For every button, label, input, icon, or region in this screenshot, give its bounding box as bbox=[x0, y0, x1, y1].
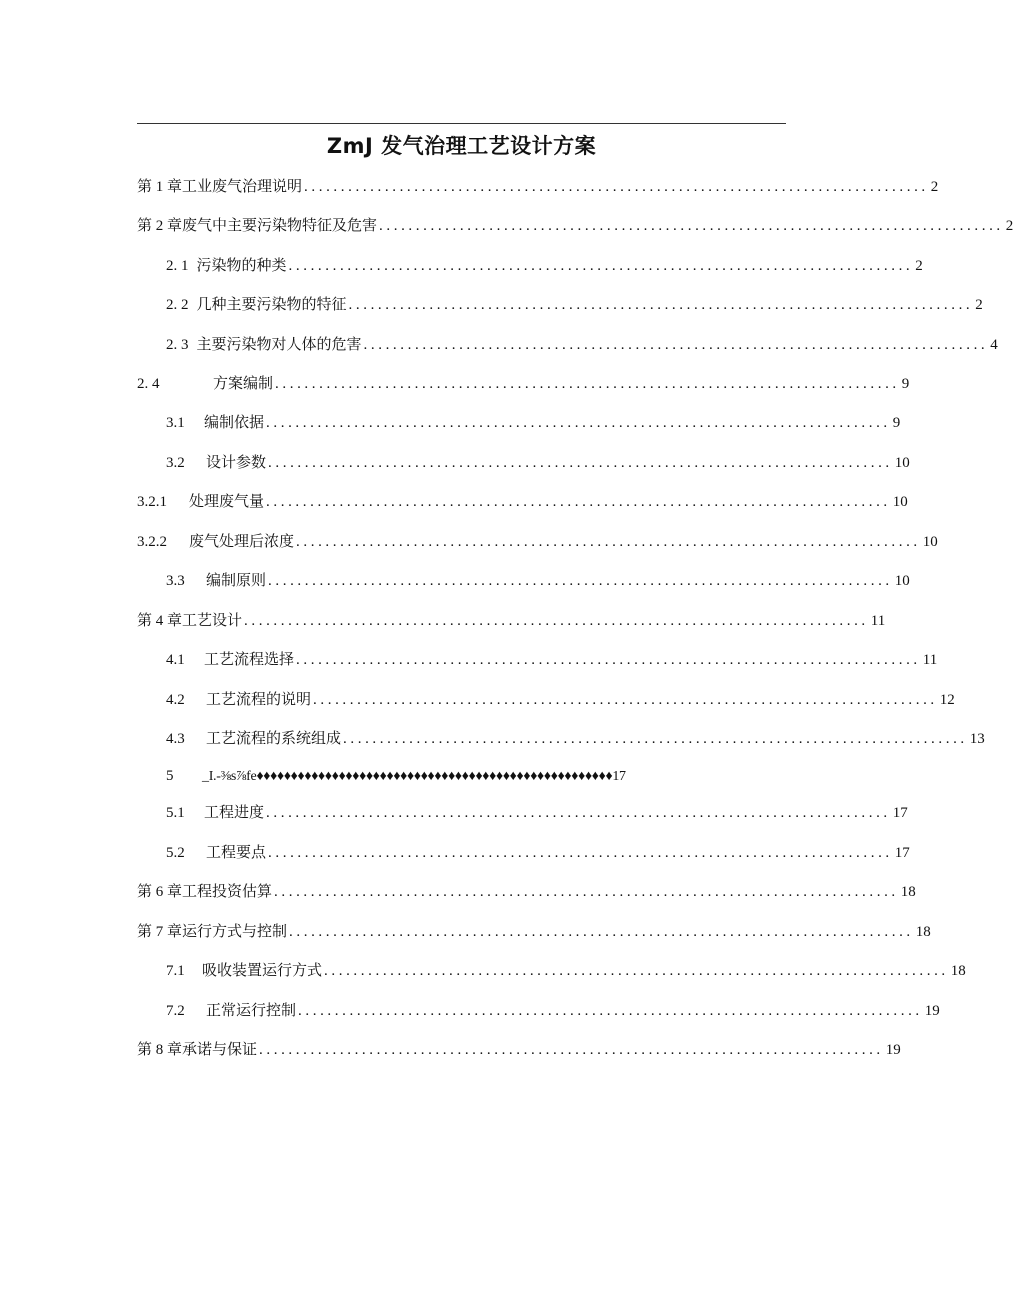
toc-entry-number: 第 4 章 bbox=[137, 613, 183, 629]
toc-entry-page: 19 bbox=[924, 1003, 940, 1019]
toc-entry-page: 4 bbox=[990, 337, 998, 353]
toc-entry-page: 19 bbox=[885, 1042, 901, 1058]
toc-entry[interactable] bbox=[166, 840, 910, 864]
toc-entry-page: 18 bbox=[950, 963, 966, 979]
toc-entry-number: 第 7 章 bbox=[137, 924, 183, 940]
toc-entry-title: 几种主要污染物的特征 bbox=[196, 295, 347, 313]
toc-entry[interactable] bbox=[137, 529, 938, 553]
toc-entry-page: 10 bbox=[894, 573, 910, 589]
toc-entry[interactable] bbox=[166, 647, 938, 671]
toc-entry-number: 2. 4 bbox=[137, 376, 160, 392]
toc-entry-page: 18 bbox=[915, 924, 931, 940]
toc-entry[interactable] bbox=[137, 489, 908, 513]
toc-leader-dots: ..................................................................................... bbox=[304, 179, 929, 195]
toc-entry-title: 编制原则 bbox=[206, 571, 267, 589]
toc-entry-number: 3.2.1 bbox=[137, 494, 167, 510]
toc-entry-page: 17 bbox=[894, 845, 910, 861]
toc-leader-dots: ..................................................................................... bbox=[313, 692, 938, 708]
toc-entry-title: 工业废气治理说明 bbox=[182, 177, 303, 195]
toc-entry-garbled[interactable] bbox=[166, 764, 777, 788]
toc-entry-number: 3.1 bbox=[166, 415, 185, 431]
toc-leader-dots: ..................................................................................... bbox=[268, 573, 893, 589]
toc-entry-number: 3.2.2 bbox=[137, 534, 167, 550]
toc-entry[interactable] bbox=[137, 213, 1013, 237]
toc-entry[interactable] bbox=[166, 253, 923, 277]
toc-entry-number: 第 8 章 bbox=[137, 1042, 183, 1058]
toc-leader-dots: ..................................................................................... bbox=[379, 218, 1004, 234]
toc-entry-page: 9 bbox=[901, 376, 910, 392]
toc-leader-dots: ..................................................................................... bbox=[266, 805, 891, 821]
toc-entry-number: 3.3 bbox=[166, 573, 185, 589]
toc-entry-title: 工艺流程的说明 bbox=[206, 690, 312, 708]
toc-entry-number: 4.1 bbox=[166, 652, 185, 668]
toc-entry[interactable] bbox=[166, 998, 940, 1022]
toc-leader-dots: ..................................................................................... bbox=[268, 845, 893, 861]
toc-entry[interactable] bbox=[166, 800, 908, 824]
toc-entry-page: 10 bbox=[892, 494, 908, 510]
toc-entry-title: 编制依据 bbox=[204, 413, 265, 431]
toc-entry-number: 5 bbox=[166, 768, 174, 784]
toc-entry-title: 工艺流程的系统组成 bbox=[206, 729, 342, 747]
toc-entry-title: 废气中主要污染物特征及危害 bbox=[182, 216, 378, 234]
toc-entry[interactable] bbox=[166, 958, 966, 982]
toc-entry-number: 4.3 bbox=[166, 731, 185, 747]
toc-entry-title: 设计参数 bbox=[206, 453, 267, 471]
toc-entry-page: 17 bbox=[892, 805, 908, 821]
toc-entry-number: 7.2 bbox=[166, 1003, 185, 1019]
toc-entry-number: 2. 3 bbox=[166, 337, 189, 353]
toc-entry[interactable] bbox=[137, 174, 939, 198]
toc-leader-dots: ..................................................................................... bbox=[244, 613, 869, 629]
toc-leader-dots: ..................................................................................... bbox=[296, 534, 921, 550]
toc-entry-page: 11 bbox=[870, 613, 886, 629]
toc-entry-page: 2 bbox=[975, 297, 983, 313]
toc-entry-number: 第 6 章 bbox=[137, 884, 183, 900]
toc-entry[interactable] bbox=[166, 410, 901, 434]
toc-entry-number: 5.1 bbox=[166, 805, 185, 821]
toc-entry-title: 工程要点 bbox=[206, 843, 267, 861]
toc-entry-title: 工艺设计 bbox=[182, 611, 243, 629]
document-title: ZmJ 发气治理工艺设计方案 bbox=[326, 134, 597, 158]
toc-entry-title: 废气处理后浓度 bbox=[189, 532, 295, 550]
toc-entry-title: 方案编制 bbox=[213, 374, 274, 392]
toc-entry-page: 2 bbox=[1005, 218, 1013, 234]
toc-leader-dots: ..................................................................................... bbox=[363, 337, 989, 353]
toc-entry-title: 主要污染物对人体的危害 bbox=[196, 335, 362, 353]
toc-entry[interactable] bbox=[166, 687, 955, 711]
toc-entry-page: 13 bbox=[969, 731, 985, 747]
toc-entry-number: 5.2 bbox=[166, 845, 185, 861]
toc-entry-title: 吸收装置运行方式 bbox=[202, 961, 323, 979]
toc-leader-dots: ..................................................................................... bbox=[275, 376, 900, 392]
toc-leader-dots: ..................................................................................... bbox=[298, 1003, 923, 1019]
toc-entry-title: _I.-⅜s⅞fe♦♦♦♦♦♦♦♦♦♦♦♦♦♦♦♦♦♦♦♦♦♦♦♦♦♦♦♦♦♦♦♦♦♦♦♦♦♦♦♦♦♦♦♦♦♦♦♦♦♦♦♦17 bbox=[202, 769, 626, 784]
toc-leader-dots: ..................................................................................... bbox=[268, 455, 893, 471]
toc-entry[interactable] bbox=[166, 332, 998, 356]
toc-entry-title: 运行方式与控制 bbox=[182, 922, 288, 940]
toc-entry-page: 2 bbox=[930, 179, 939, 195]
toc-entry-number: 7.1 bbox=[166, 963, 185, 979]
toc-leader-dots: ..................................................................................... bbox=[343, 731, 968, 747]
toc-entry[interactable] bbox=[137, 919, 931, 943]
toc-leader-dots: ..................................................................................... bbox=[348, 297, 974, 313]
toc-entry-number: 3.2 bbox=[166, 455, 185, 471]
toc-entry-page: 2 bbox=[915, 258, 923, 274]
toc-entry-page: 10 bbox=[922, 534, 938, 550]
toc-entry-page: 11 bbox=[922, 652, 938, 668]
toc-entry[interactable] bbox=[166, 726, 985, 750]
toc-leader-dots: ..................................................................................... bbox=[289, 924, 914, 940]
toc-entry[interactable] bbox=[137, 879, 916, 903]
toc-entry-page: 10 bbox=[894, 455, 910, 471]
toc-leader-dots: ..................................................................................... bbox=[266, 494, 891, 510]
toc-entry[interactable] bbox=[137, 608, 886, 632]
toc-entry[interactable] bbox=[166, 450, 910, 474]
toc-entry-number: 2. 2 bbox=[166, 297, 189, 313]
toc-entry-number: 第 2 章 bbox=[137, 218, 183, 234]
toc-entry-page: 12 bbox=[939, 692, 955, 708]
toc-leader-dots: ..................................................................................... bbox=[296, 652, 921, 668]
toc-leader-dots: ..................................................................................... bbox=[266, 415, 891, 431]
toc-entry-number: 第 1 章 bbox=[137, 179, 183, 195]
toc-entry-title: 污染物的种类 bbox=[196, 256, 287, 274]
toc-entry[interactable] bbox=[137, 1037, 901, 1061]
toc-leader-dots: ..................................................................................... bbox=[324, 963, 949, 979]
toc-entry-title: 承诺与保证 bbox=[182, 1040, 258, 1058]
toc-leader-dots: ..................................................................................... bbox=[288, 258, 914, 274]
toc-entry-page: 9 bbox=[892, 415, 901, 431]
toc-entry-title: 处理废气量 bbox=[189, 492, 265, 510]
toc-leader-dots: ..................................................................................... bbox=[259, 1042, 884, 1058]
toc-entry[interactable] bbox=[166, 568, 910, 592]
toc-entry-title: 正常运行控制 bbox=[206, 1001, 297, 1019]
toc-entry[interactable] bbox=[166, 292, 983, 316]
toc-leader-dots: ..................................................................................... bbox=[274, 884, 899, 900]
toc-entry-number: 2. 1 bbox=[166, 258, 189, 274]
toc-entry-title: 工程进度 bbox=[204, 803, 265, 821]
toc-entry-number: 4.2 bbox=[166, 692, 185, 708]
toc-entry[interactable] bbox=[137, 371, 910, 395]
toc-entry-title: 工艺流程选择 bbox=[204, 650, 295, 668]
toc-entry-page: 18 bbox=[900, 884, 916, 900]
toc-entry-title: 工程投资估算 bbox=[182, 882, 273, 900]
